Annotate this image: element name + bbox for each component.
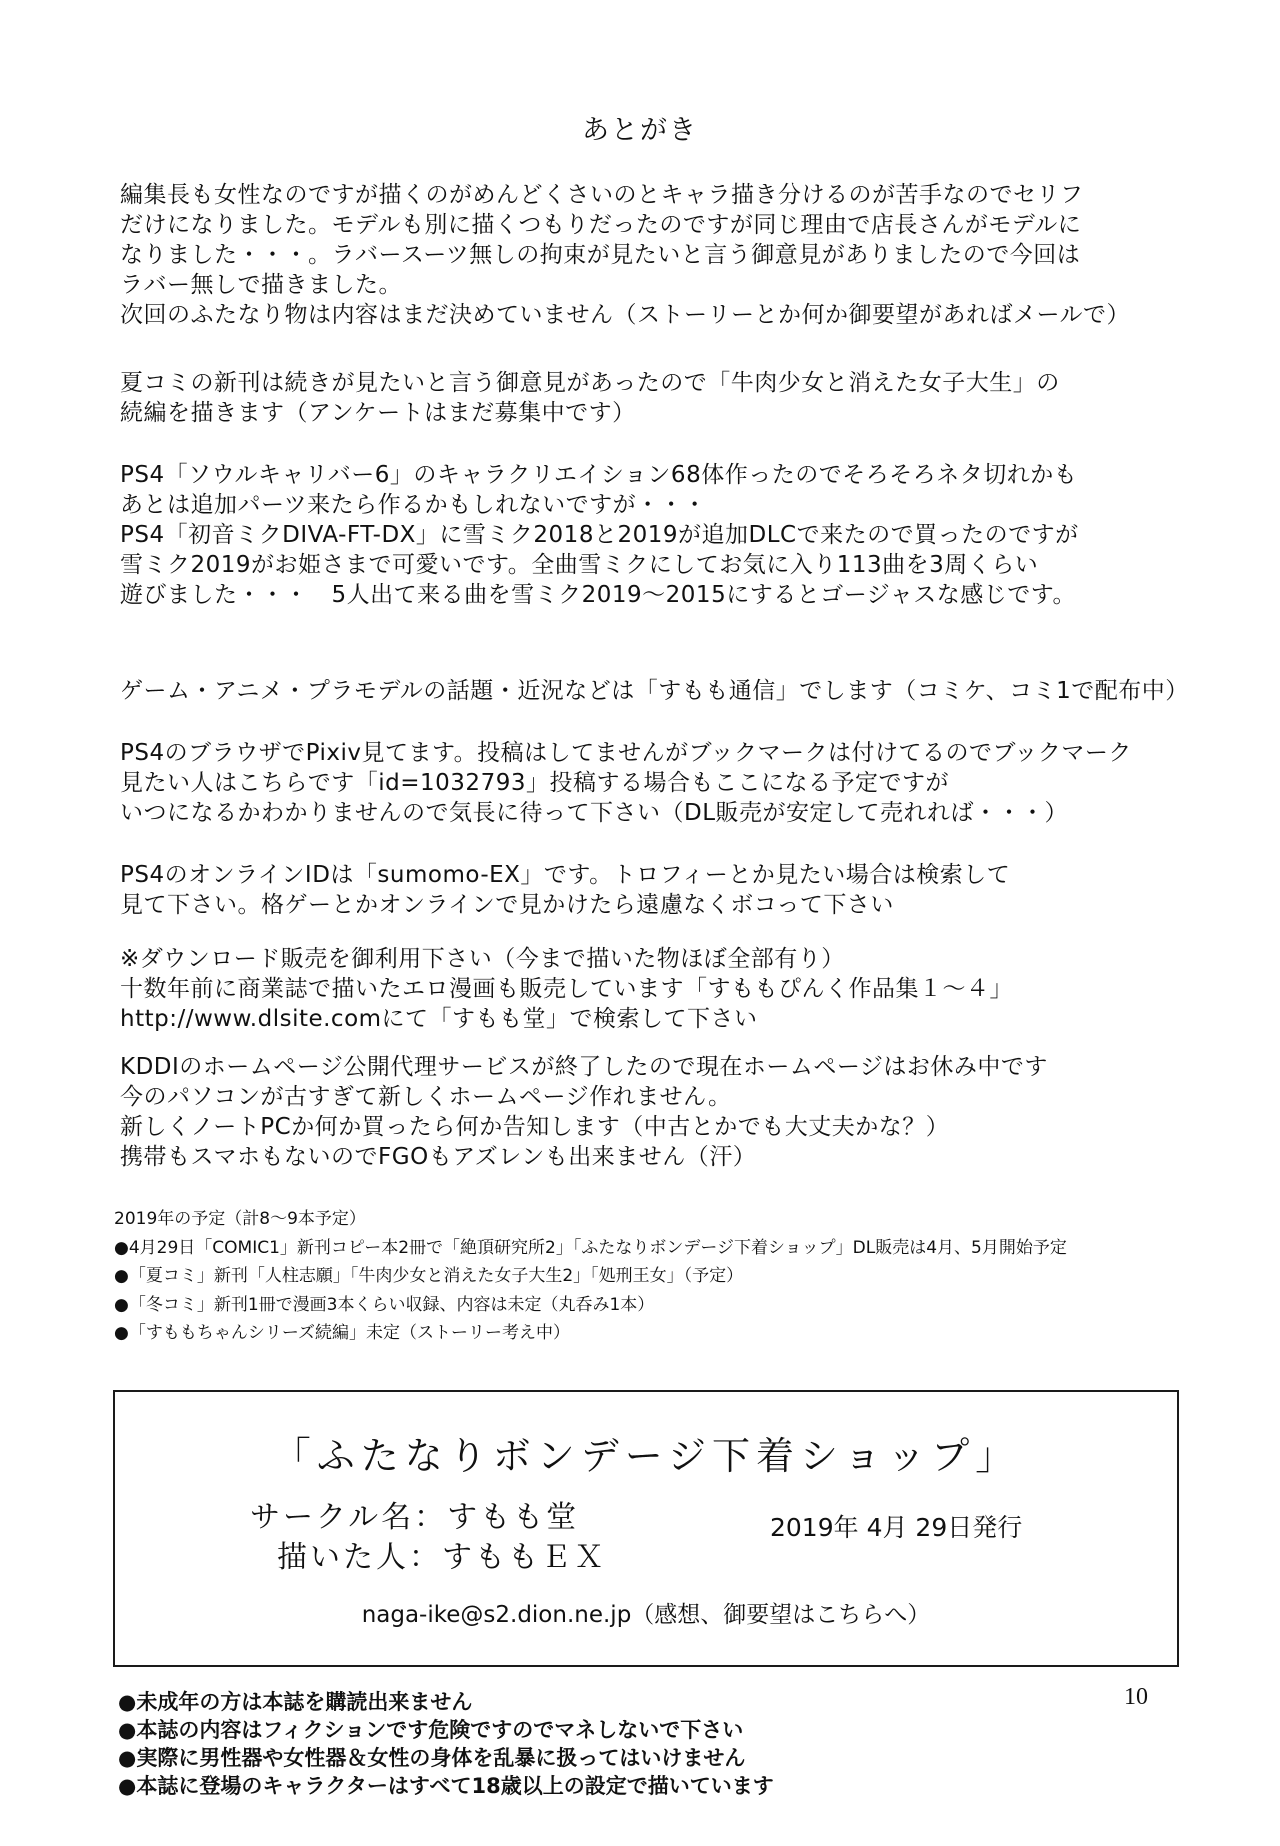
paragraph-homepage xyxy=(120,1052,1230,1172)
paragraph-editor-note xyxy=(120,180,1230,330)
circle-name: サークル名：すもも堂 xyxy=(250,1500,580,1535)
paragraph-pixiv xyxy=(120,738,1230,828)
text-line: なりました・・・。ラバースーツ無しの拘束が見たいと言う御意見がありましたので今回は xyxy=(120,242,1081,268)
text-line: いつになるかわかりませんので気長に待って下さい（DL販売が安定して売れれば・・・） xyxy=(120,800,1069,826)
text-line: 編集長も女性なのですが描くのがめんどくさいのとキャラ描き分けるのが苦手なのでセリフ xyxy=(120,182,1084,208)
text-line: ゲーム・アニメ・プラモデルの話題・近況などは「すもも通信」でします（コミケ、コミ1で配布中） xyxy=(120,678,1189,704)
text-line: 遊びました・・・ 5人出て来る曲を雪ミク2019～2015にするとゴージャスな感じです。 xyxy=(120,582,1076,608)
text-line: 今のパソコンが古すぎて新しくホームページ作れません。 xyxy=(120,1084,732,1110)
warning-item: ●実際に男性器や女性器＆女性の身体を乱暴に扱ってはいけません xyxy=(118,1746,746,1770)
schedule-heading: 2019年の予定（計8～9本予定） xyxy=(114,1209,366,1229)
text-line: PS4のブラウザでPixiv見てます。投稿はしてませんがブックマークは付けてるのでブックマーク xyxy=(120,740,1132,766)
page-number: 10 xyxy=(1124,1684,1148,1710)
text-line: 次回のふたなり物は内容はまだ決めていません（ストーリーとか何か御要望があればメールで） xyxy=(120,302,1131,328)
warning-item: ●本誌に登場のキャラクターはすべて18歳以上の設定で描いています xyxy=(118,1774,774,1798)
text-line: 夏コミの新刊は続きが見たいと言う御意見があったので「牛肉少女と消えた女子大生」の xyxy=(120,370,1060,396)
text-line: 雪ミク2019がお姫さまで可愛いです。全曲雪ミクにしてお気に入り113曲を3周くらい xyxy=(120,552,1039,578)
schedule-item: ●「夏コミ」新刊「人柱志願」「牛肉少女と消えた女子大生2」「処刑王女」（予定） xyxy=(114,1266,744,1286)
paragraph-online-id xyxy=(120,860,1230,920)
schedule-item: ●「冬コミ」新刊1冊で漫画3本くらい収録、内容は未定（丸呑み1本） xyxy=(114,1294,655,1315)
paragraph-ps4-games xyxy=(120,460,1230,610)
publish-date: 2019年 4月 29日発行 xyxy=(770,1513,1023,1542)
text-line: 十数年前に商業誌で描いたエロ漫画も販売しています「すももぴんく作品集１～４」 xyxy=(120,976,1013,1002)
warning-list xyxy=(118,1688,1118,1800)
paragraph-sumomo-tsushin xyxy=(120,676,1230,706)
page-title: あとがき xyxy=(582,115,698,146)
text-line: PS4「ソウルキャリバー6」のキャラクリエイション68体作ったのでそろそろネタ切れかも xyxy=(120,462,1078,488)
warning-item: ●本誌の内容はフィクションです危険ですのでマネしないで下さい xyxy=(118,1718,744,1742)
paragraph-summer-comiket xyxy=(120,368,1230,428)
text-line: 見て下さい。格ゲーとかオンラインで見かけたら遠慮なくボコって下さい xyxy=(120,892,894,918)
text-line: PS4「初音ミクDIVA-FT-DX」に雪ミク2018と2019が追加DLCで来たので買ったのですが xyxy=(120,522,1079,548)
text-line: 続編を描きます（アンケートはまだ募集中です） xyxy=(120,400,636,426)
schedule-item: ●4月29日「COMIC1」新刊コピー本2冊で「絶頂研究所2」「ふたなりボンデージ下着ショップ」DL販売は4月、5月開始予定 xyxy=(114,1237,1067,1258)
text-line: 新しくノートPCか何か買ったら何か告知します（中古とかでも大丈夫かな？） xyxy=(120,1114,950,1140)
paragraph-download-sales xyxy=(120,944,1230,1034)
text-line: 見たい人はこちらです「id=1032793」投稿する場合もここになる予定ですが xyxy=(120,770,949,796)
author-name: 描いた人：すももＥＸ xyxy=(277,1540,607,1575)
text-line: あとは追加パーツ来たら作るかもしれないですが・・・ xyxy=(120,492,707,518)
text-line: だけになりました。モデルも別に描くつもりだったのですが同じ理由で店長さんがモデルに xyxy=(120,212,1082,238)
colophon-box xyxy=(113,1390,1179,1667)
warning-item: ●未成年の方は本誌を購読出来ません xyxy=(118,1690,473,1714)
text-line: ※ダウンロード販売を御利用下さい（今まで描いた物ほぼ全部有り） xyxy=(120,946,845,972)
text-line: ラバー無しで描きました。 xyxy=(120,272,402,298)
book-title: 「ふたなりボンデージ下着ショップ」 xyxy=(272,1434,1020,1478)
schedule-item: ●「すももちゃんシリーズ続編」未定（ストーリー考え中） xyxy=(114,1323,570,1343)
contact-email: naga-ike@s2.dion.ne.jp（感想、御要望はこちらへ） xyxy=(361,1602,931,1628)
text-line: PS4のオンラインIDは「sumomo-EX」です。トロフィーとか見たい場合は検索して xyxy=(120,862,1011,888)
text-line: KDDIのホームページ公開代理サービスが終了したので現在ホームページはお休み中です xyxy=(120,1054,1048,1080)
schedule-list xyxy=(114,1205,1214,1348)
text-line: http://www.dlsite.comにて「すもも堂」で検索して下さい xyxy=(120,1006,758,1032)
text-line: 携帯もスマホもないのでFGOもアズレンも出来ません（汗） xyxy=(120,1144,757,1170)
